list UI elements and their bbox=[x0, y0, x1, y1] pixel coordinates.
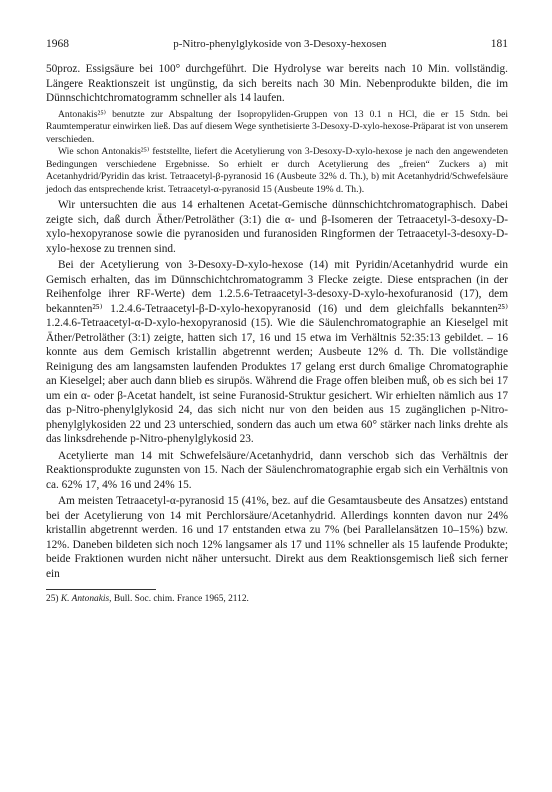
footnote-author: K. Antonakis, bbox=[60, 594, 112, 604]
header-year: 1968 bbox=[46, 38, 69, 50]
paragraph-3: Wie schon Antonakis²⁵⁾ feststellte, liefert die Acetylierung von 3-Desoxy-D-xylo-hexose je nach den angewendeten Bedingungen verschiedene Ergebnisse. So erhielt er durch Acetylierung des „freien“ Zuckers a) mit Acetanhydrid/Pyridin das krist. Tetraacetyl-β-pyranosid 16 (Ausbeute 32% d. Th.), b) mit Acetanhydrid/Schwefelsäure jedoch das entsprechende krist. Tetraacetyl-α-pyranosid 15 (Ausbeute 19% d. Th.). bbox=[46, 146, 508, 195]
paragraph-1: 50proz. Essigsäure bei 100° durchgeführt. Die Hydrolyse war bereits nach 10 Min. vollständig. Längere Reaktionszeit ist ungünstig, da sich bereits nach 30 Min. Nebenprodukte bilden, die im Dünnschichtchromatogramm schneller als 14 laufen. bbox=[46, 63, 508, 104]
header-page-number: 181 bbox=[490, 38, 508, 50]
paragraph-5: Bei der Acetylierung von 3-Desoxy-D-xylo-hexose (14) mit Pyridin/Acetanhydrid wurde ein Gemisch erhalten, das im Dünnschichtchromatogramm 3 Flecke zeigte. Diese entsprachen (in der Reihenfolge ihrer RF-Werte) dem 1.2.5.6-Tetraacetyl-3-desoxy-D-xylo-hexofuranosid (17), dem bekannten²⁵⁾ 1.2.4.6-Tetraacetyl-β-D-xylo-hexopyranosid (16) und dem gleichfalls bekannten²⁵⁾ 1.2.4.6-Tetraacetyl-α-D-xylo-hexopyranosid (15). Wie die Säulenchromatographie an Kieselgel mit Äther/Petroläther (3:1) zeigte, hatten sich 17, 16 und 15 etwa im Verhältnis 52:35:13 gebildet. – 16 konnte aus dem Gemisch kristallin abgetrennt werden; Ausbeute 12% d. Th. Die vollständige Reinigung des am langsamsten laufenden Produktes 17 gelang erst durch 6malige Chromatographie an Kieselgel; aber auch dann blieb es sirupös. Während die Frage offen bleiben muß, ob es sich bei 17 um ein α- oder β-Acetat handelt, ist seine Furanosid-Struktur gesichert. Wir erhielten nämlich aus 17 das p-Nitro-phenylglykosid 24, das sich nicht nur von den beiden aus 15 zugänglichen p-Nitro-phenylglykosiden 22 und 23 unterschied, sondern das auch um etwa 60° stärker nach links drehte als das linksdrehende p-Nitro-phenylglykosid 23. bbox=[46, 259, 508, 445]
paragraph-2: Antonakis²⁵⁾ benutzte zur Abspaltung der Isopropyliden-Gruppen von 13 0.1 n HCl, die er 15 Stdn. bei Raumtemperatur einwirken ließ. Das auf diesem Wege synthetisierte 3-Desoxy-D-xylo-hexose-Präparat ist von unserem verschieden. bbox=[46, 108, 508, 145]
running-header bbox=[46, 38, 508, 56]
paragraph-7: Am meisten Tetraacetyl-α-pyranosid 15 (41%, bez. auf die Gesamtausbeute des Ansatzes) entstand bei der Acetylierung von 14 mit Perchlorsäure/Acetanhydrid. Allerdings konnten davon nur 24% kristallin abgetrennt werden. 16 und 17 entstanden etwa zu 7% (bei Parallelansätzen 10–15%) bzw. 12%. Daneben bildeten sich noch 12% langsamer als 17 und 11% schneller als 15 laufende Produkte; beide Fraktionen wurden nicht näher untersucht. Direkt aus dem Reaktionsgemisch ließ sich ferner ein bbox=[46, 495, 508, 580]
footnote-number: 25) bbox=[46, 594, 59, 604]
header-title: p-Nitro-phenylglykoside von 3-Desoxy-hexosen bbox=[173, 38, 387, 50]
paragraph-6: Acetylierte man 14 mit Schwefelsäure/Acetanhydrid, dann verschob sich das Verhältnis der Reaktionsprodukte zugunsten von 15. Nach der Säulenchromatographie ergab sich ein Verhältnis von ca. 62% 17, 4% 16 und 24% 15. bbox=[46, 449, 508, 491]
footnote-divider bbox=[46, 589, 156, 590]
paragraph-4: Wir untersuchten die aus 14 erhaltenen Acetat-Gemische dünnschichtchromatographisch. Dabei zeigte sich, daß durch Äther/Petroläther (3:1) die α- und β-Isomeren der Tetraacetyl-3-desoxy-D-xylo-hexopyranose sowie die pyranosiden und furanosiden Ringformen der Tetraacetyl-3-desoxy-D-xylo-hexose zu trennen sind. bbox=[46, 199, 508, 255]
footnote bbox=[46, 593, 508, 605]
footnote-text: Bull. Soc. chim. France 1965, 2112. bbox=[113, 594, 249, 604]
